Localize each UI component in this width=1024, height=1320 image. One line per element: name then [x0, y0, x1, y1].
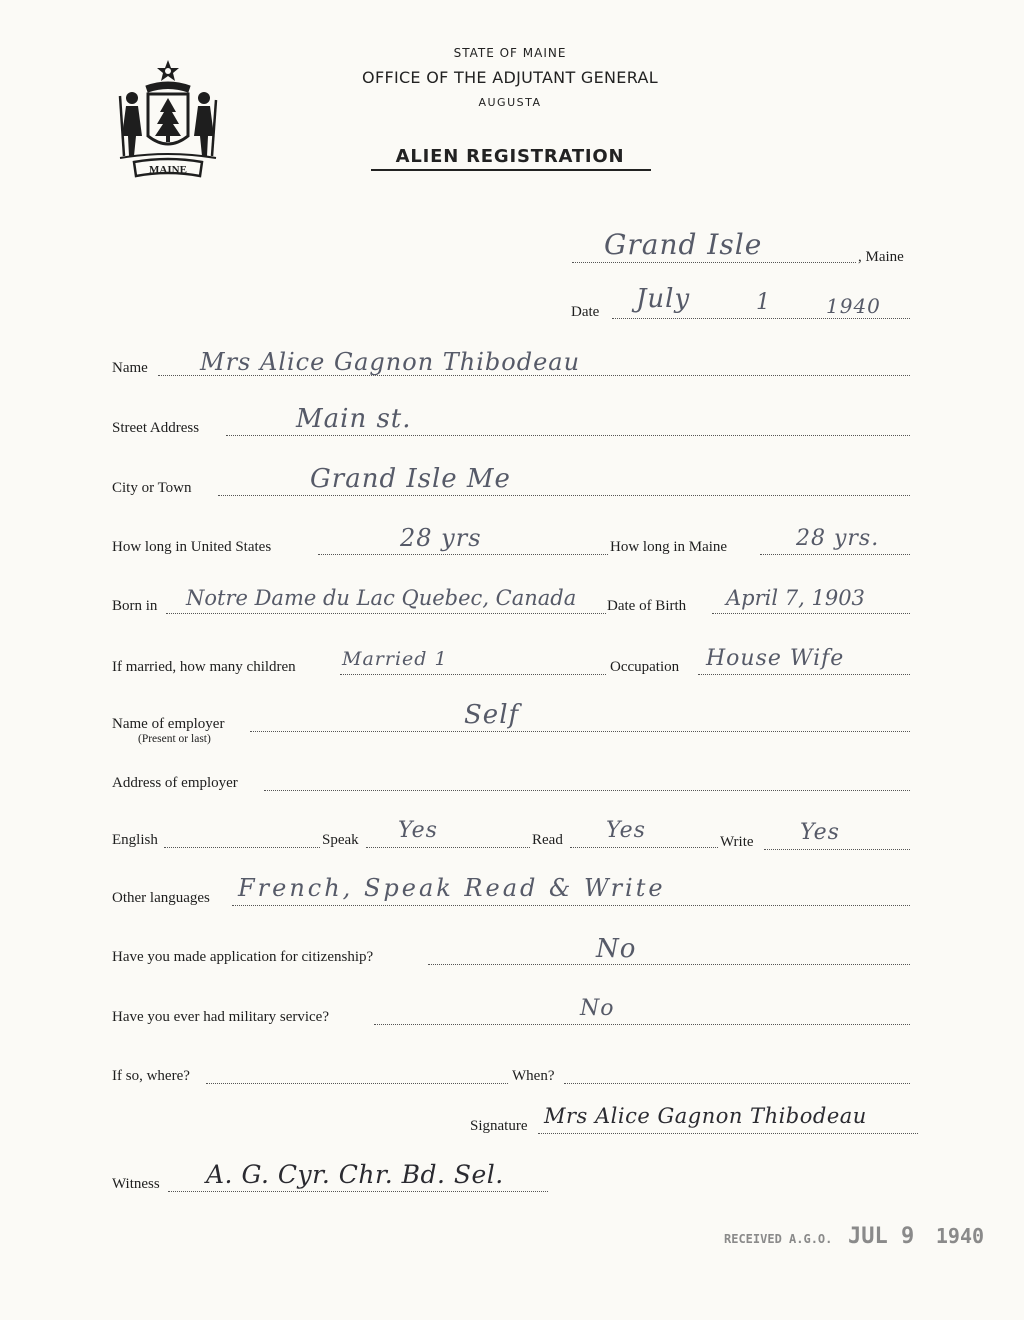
military-line: [374, 1024, 910, 1025]
employer-address-label: Address of employer: [112, 775, 238, 791]
city-line: [218, 495, 910, 496]
citizenship-label: Have you made application for citizenship?: [112, 949, 374, 965]
citizenship-value: No: [596, 934, 637, 964]
date-label: Date: [571, 304, 600, 320]
born-in-line: [166, 613, 606, 614]
witness-line: [168, 1191, 548, 1192]
occupation-label: Occupation: [610, 659, 680, 675]
military-value: No: [580, 996, 615, 1021]
born-in-label: Born in: [112, 598, 158, 614]
date-of-birth-line: [712, 613, 910, 614]
employer-address-line: [264, 790, 910, 791]
speak-label: Speak: [322, 832, 359, 848]
office-heading: OFFICE OF THE ADJUTANT GENERAL: [362, 68, 658, 87]
seal-label: MAINE: [149, 164, 187, 176]
how-long-us-line: [318, 554, 608, 555]
employer-label: Name of employer: [112, 716, 225, 732]
how-long-maine-value: 28 yrs.: [796, 526, 880, 551]
other-languages-line: [232, 905, 910, 906]
speak-line: [366, 847, 530, 848]
other-languages-label: Other languages: [112, 890, 210, 906]
witness-value: A. G. Cyr. Chr. Bd. Sel.: [206, 1160, 504, 1189]
received-stamp: [724, 1224, 984, 1249]
born-in-value: Notre Dame du Lac Quebec, Canada: [186, 586, 577, 610]
english-line: [164, 847, 320, 848]
when-label: When?: [512, 1068, 555, 1084]
maine-label: , Maine: [858, 249, 904, 265]
speak-value: Yes: [398, 818, 438, 843]
employer-value: Self: [464, 700, 520, 730]
name-label: Name: [112, 360, 148, 376]
signature-line: [538, 1133, 918, 1134]
if-so-where-label: If so, where?: [112, 1068, 190, 1084]
read-label: Read: [532, 832, 563, 848]
received-stamp-date: JUL 9: [848, 1224, 915, 1249]
other-languages-value: French, Speak Read & Write: [238, 874, 666, 902]
date-day-value: 1: [756, 290, 771, 315]
city-heading: AUGUSTA: [478, 96, 542, 109]
signature-label: Signature: [470, 1118, 528, 1134]
town-line: [572, 262, 856, 263]
employer-line: [250, 731, 910, 732]
occupation-value: House Wife: [706, 646, 845, 671]
street-label: Street Address: [112, 420, 200, 436]
write-value: Yes: [800, 820, 840, 845]
city-value: Grand Isle Me: [310, 464, 511, 494]
date-year-value: 1940: [826, 294, 881, 318]
write-line: [764, 849, 910, 850]
occupation-line: [698, 674, 910, 675]
city-label: City or Town: [112, 480, 192, 496]
received-stamp-year: 1940: [935, 1224, 985, 1248]
employer-sublabel: (Present or last): [138, 733, 211, 745]
read-value: Yes: [606, 818, 646, 843]
date-line: [612, 318, 910, 319]
read-line: [570, 847, 718, 848]
how-long-us-label: How long in United States: [112, 539, 272, 555]
signature-value: Mrs Alice Gagnon Thibodeau: [544, 1104, 867, 1128]
how-long-maine-line: [760, 554, 910, 555]
title-underline: [371, 169, 651, 171]
state-heading: STATE OF MAINE: [453, 46, 567, 60]
town-value: Grand Isle: [604, 228, 763, 261]
name-value: Mrs Alice Gagnon Thibodeau: [200, 348, 581, 376]
date-month-value: July: [636, 284, 691, 314]
if-so-where-line: [206, 1083, 508, 1084]
maine-state-seal-icon: [112, 56, 224, 182]
date-of-birth-label: Date of Birth: [607, 598, 687, 614]
citizenship-line: [428, 964, 910, 965]
how-long-maine-label: How long in Maine: [610, 539, 728, 555]
witness-label: Witness: [112, 1176, 160, 1192]
street-line: [226, 435, 910, 436]
form-title: ALIEN REGISTRATION: [395, 146, 625, 167]
received-stamp-text: RECEIVED A.G.O.: [724, 1232, 833, 1246]
date-of-birth-value: April 7, 1903: [726, 586, 865, 610]
children-value: Married 1: [342, 648, 448, 670]
when-line: [564, 1083, 910, 1084]
children-label: If married, how many children: [112, 659, 296, 675]
write-label: Write: [720, 834, 754, 850]
children-line: [340, 674, 606, 675]
how-long-us-value: 28 yrs: [400, 524, 482, 552]
english-label: English: [112, 832, 158, 848]
street-value: Main st.: [296, 404, 412, 434]
military-label: Have you ever had military service?: [112, 1009, 329, 1025]
